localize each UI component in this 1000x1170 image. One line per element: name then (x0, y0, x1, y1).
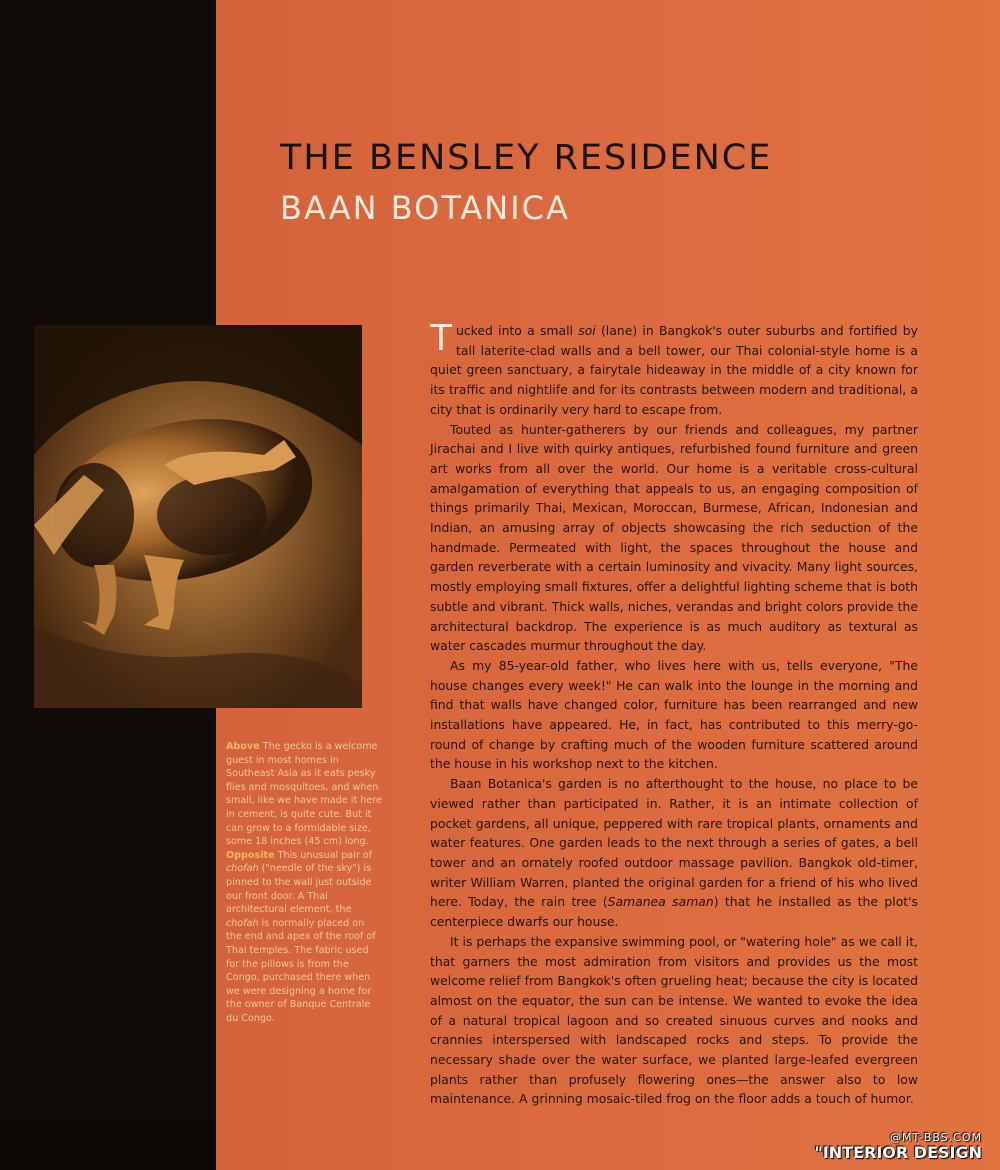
caption-opposite-term2: chofah (226, 917, 259, 929)
gecko-photo (34, 325, 362, 708)
caption-above-label: Above (226, 741, 260, 752)
paragraph-4-text-b: ) that he installed as the plot's centerpiece dwarfs our house. (430, 894, 918, 930)
watermark (815, 1131, 983, 1162)
caption-above (226, 740, 382, 1025)
gecko-image-icon (34, 325, 362, 708)
paragraph-4-term: Samanea saman (607, 894, 714, 910)
paragraph-4-text-a: Baan Botanica's garden is no afterthought to the house, no place to be viewed rather than participated in. Rather, it is an intimate collection of pocket gardens, all unique, peppered with rare tropical plants, ornaments and water features. One garden leads to the next through a series of gates, a bell tower and an ornately roofed outdoor massage pavilion. Bangkok old-timer, writer William Warren, planted the original garden for a friend of his who lived here. Today, the rain tree ( (430, 776, 918, 910)
page-subtitle: BAAN BOTANICA (280, 189, 570, 227)
caption-opposite-label: Opposite (226, 849, 275, 861)
paragraph-1-text-a: ucked into a small (456, 323, 579, 338)
paragraph-5: It is perhaps the expansive swimming pool, or "watering hole" as we call it, that garners the most admiration from visitors and provides us the most welcome relief from Bangkok's often grueling heat; because the city is located almost on the equator, the sun can be intense. We wanted to evoke the idea of a natural tropical lagoon and so created sinuous curves and nooks and crannies interspersed with landscaped rocks and steps. To provide the necessary shade over the water surface, we planted large-leafed evergreen plants rather than profusely flowering ones—the answer also to low maintenance. A grinning mosaic-tiled frog on the floor adds a touch of humor. (430, 933, 918, 1107)
watermark-brand: "INTERIOR DESIGN (814, 1143, 982, 1162)
caption-opposite-text-c: is normally placed on the end and apex of the roof of Thai temples. The fabric used for the pillows is from the Congo, purchased there when we were designing a home for the owner of Banque Centrale du Congo. (226, 917, 376, 1024)
paragraph-3: As my 85-year-old father, who lives here with us, tells everyone, "The house changes every week!" He can walk into the lounge in the morning and find that walls have changed color, furniture has been rearranged and new installations have appeared. He, in fact, has contributed to this merry-go-round of change by crafting much of the wooden furniture scattered around the house in his workshop next to the kitchen. (430, 657, 918, 772)
paragraph-1-term: soi (578, 323, 596, 338)
caption-above-text: The gecko is a welcome guest in most homes in Southeast Asia as it eats pesky flies and mosquitoes, and when small, like we have made it here in cement, is quite cute. But it can grow to a formidable size, some 18 inches (45 cm) long. (226, 741, 382, 848)
paragraph-1 (430, 318, 918, 420)
caption-opposite-term: chofah (226, 863, 259, 875)
article-body (430, 318, 918, 1109)
page-title: THE BENSLEY RESIDENCE (280, 138, 773, 178)
watermark-site: @MT-BBS.COM (890, 1131, 982, 1144)
photo-caption (226, 740, 382, 1025)
caption-opposite-text-a: This unusual pair of (274, 849, 373, 861)
caption-opposite-text-b: ("needle of the sky") is pinned to the wall just outside our front door. A Thai architectural element, the (226, 863, 372, 916)
paragraph-1-text-b: (lane) in Bangkok's outer suburbs and fortified by tall laterite-clad walls and a bell tower, our Thai colonial-style home is a quiet green sanctuary, a fairytale hideaway in the middle of a city known for its traffic and nightlife and for its contrasts between modern and traditional, a city that is ordinarily very hard to escape from. (430, 323, 918, 417)
paragraph-4 (430, 774, 918, 932)
drop-cap: T (430, 318, 452, 359)
paragraph-2: Touted as hunter-gatherers by our friends and colleagues, my partner Jirachai and I live with quirky antiques, refurbished found furniture and green art works from all over the world. Our home is a veritable cross-cultural amalgamation of everything that appeals to us, an engaging composition of things primarily Thai, Mexican, Moroccan, Burmese, African, Indonesian and Indian, an amusing array of objects showcasing the rich seduction of the handmade. Permeated with light, the spaces throughout the house and garden reverberate with a certain luminosity and vivacity. Many light sources, mostly employing small fixtures, offer a delightful lighting scheme that is both subtle and vibrant. Thick walls, niches, verandas and bright colors provide the architectural backdrop. The experience is as much auditory as textural as water cascades murmur throughout the day. (430, 421, 918, 654)
